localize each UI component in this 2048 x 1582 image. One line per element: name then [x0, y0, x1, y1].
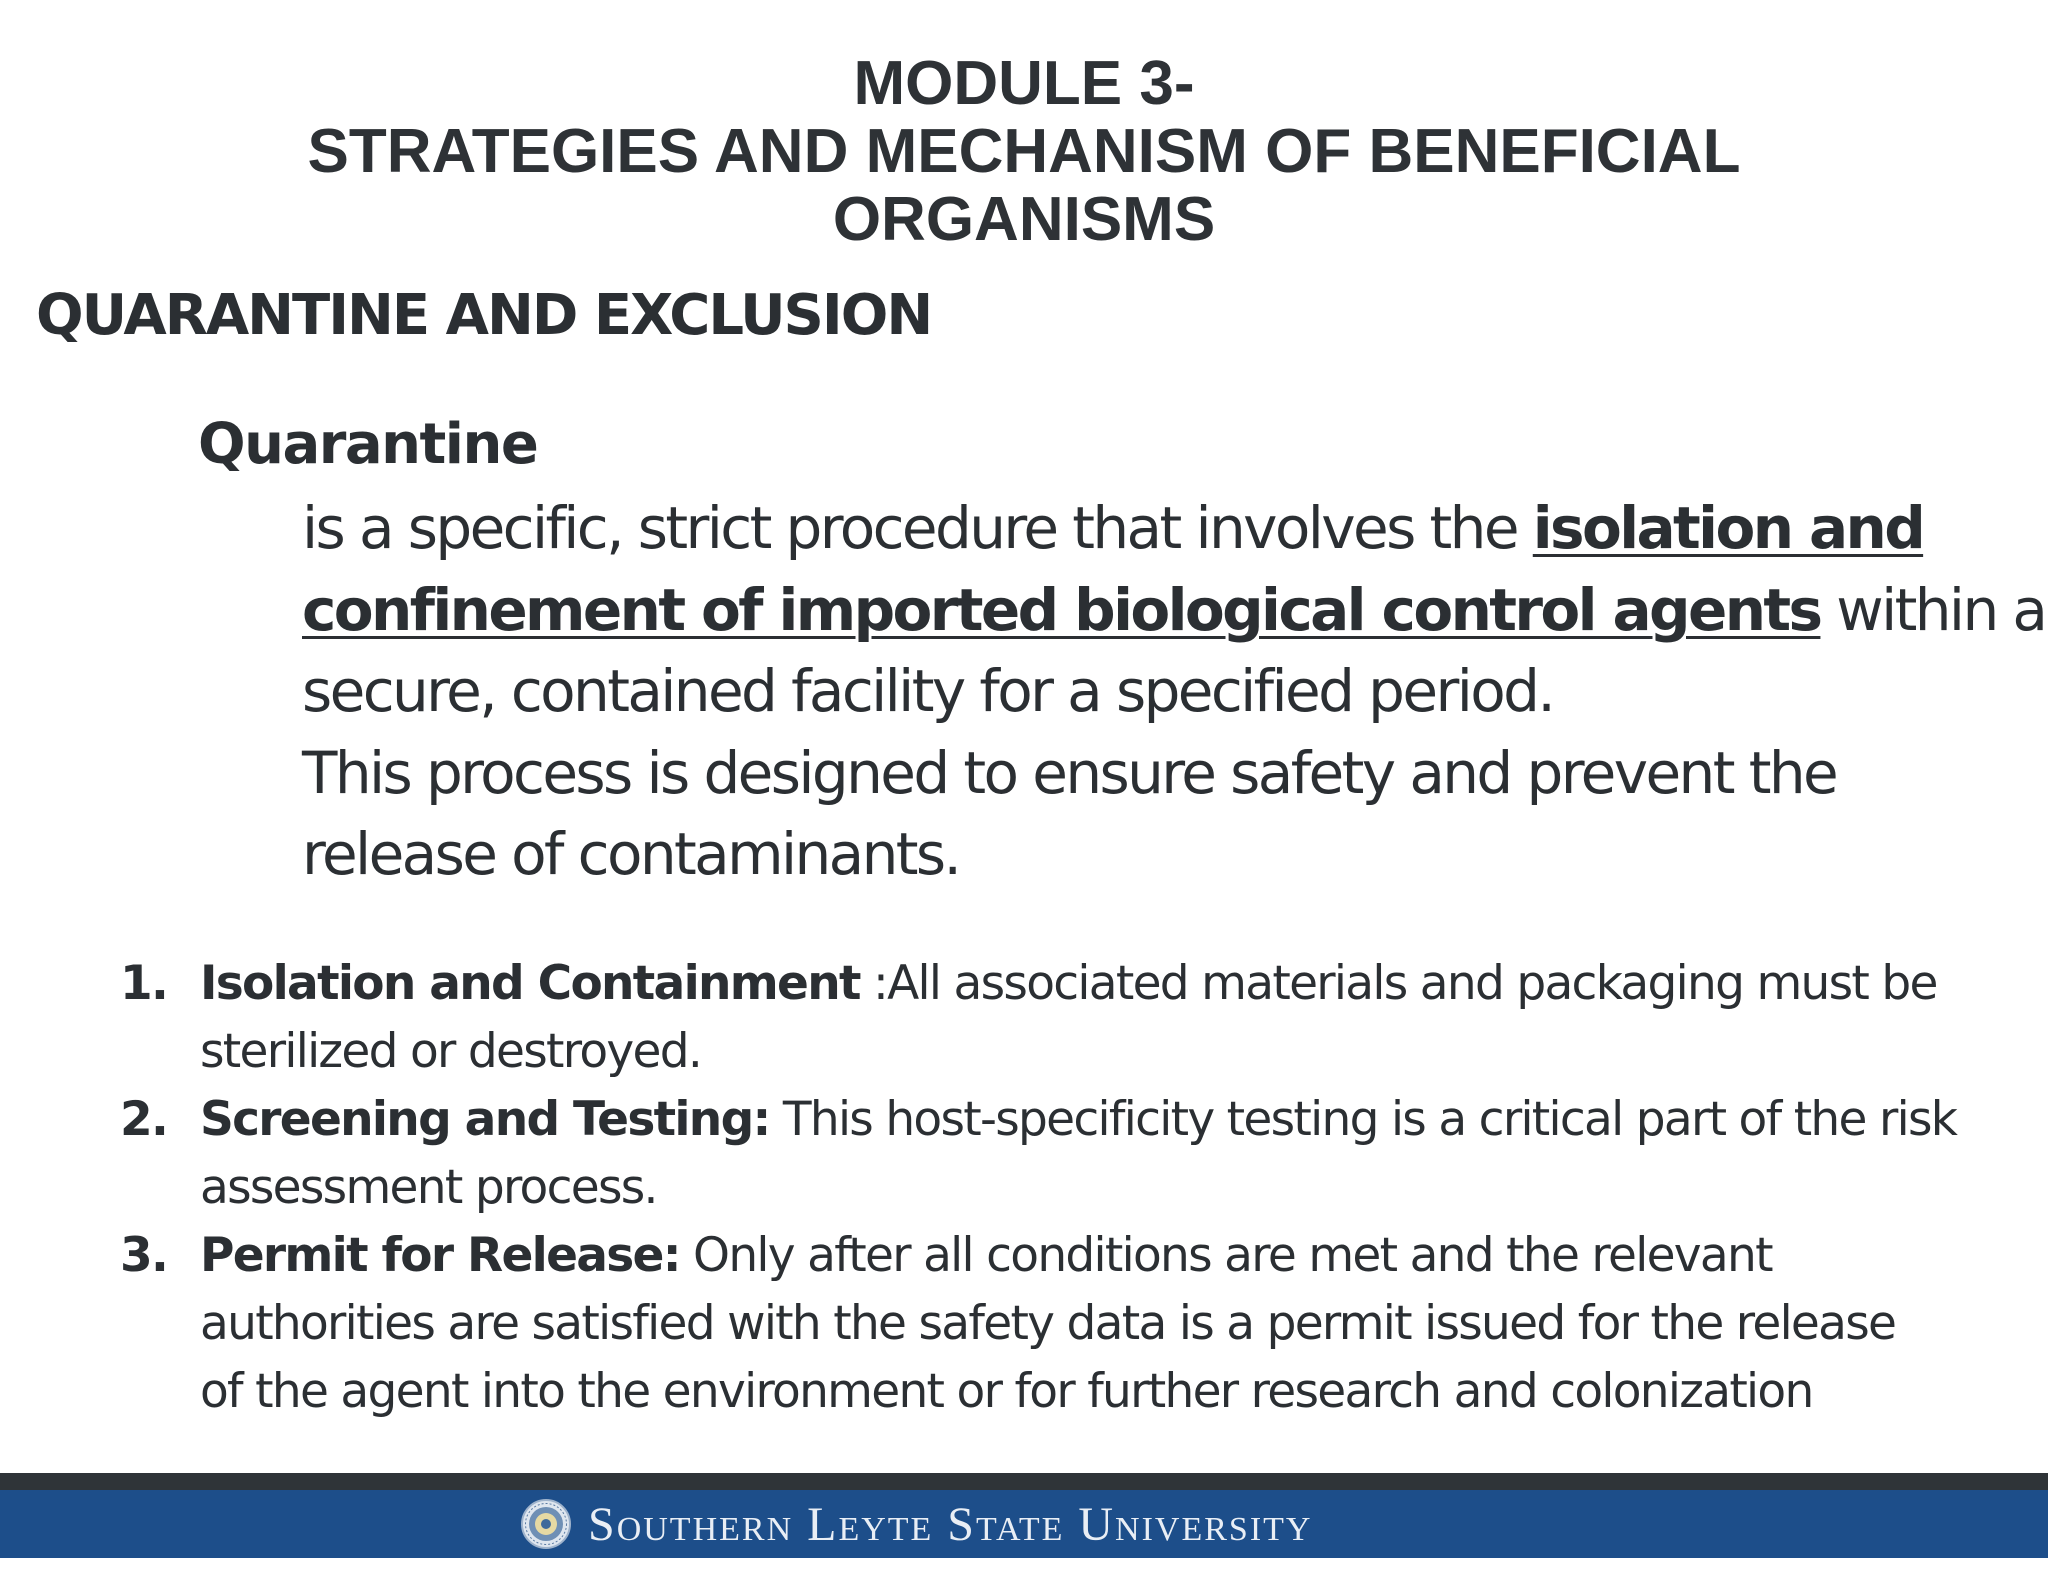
step-title: Screening and Testing: — [200, 1092, 770, 1147]
step-line: authorities are satisfied with the safety data is a permit issued for the release — [200, 1296, 1896, 1351]
list-item — [120, 1222, 2000, 1426]
module-title — [0, 50, 2048, 254]
definition-line-4: This process is designed to ensure safety and prevent the — [302, 738, 1837, 807]
list-item — [120, 950, 2000, 1086]
step-title: Permit for Release: — [200, 1228, 680, 1283]
step-line: of the agent into the environment or for further research and colonization — [200, 1364, 1813, 1419]
list-item-number: 3. — [120, 1228, 168, 1283]
definition-line-3: secure, contained facility for a specified period. — [302, 657, 1554, 725]
step-text: This host-specificity testing is a critical part of the risk — [769, 1092, 1957, 1147]
step-title: Isolation and Containment — [200, 956, 860, 1011]
definition-line-2 — [302, 570, 2046, 652]
step-text: Only after all conditions are met and the relevant — [679, 1228, 1772, 1283]
step-line: assessment process. — [200, 1160, 657, 1215]
university-seal-icon — [520, 1498, 572, 1550]
module-title-line-1: MODULE 3- — [853, 49, 1195, 118]
footer-top-strip — [0, 1473, 2048, 1490]
list-item-number: 2. — [120, 1092, 168, 1147]
steps-list — [120, 950, 2000, 1426]
term-definition — [302, 488, 2046, 896]
module-title-line-2: STRATEGIES AND MECHANISM OF BENEFICIAL — [307, 117, 1741, 186]
section-heading: QUARANTINE AND EXCLUSION — [36, 283, 932, 348]
list-item — [120, 1086, 2000, 1222]
step-line — [200, 1222, 2000, 1290]
term-title: Quarantine — [198, 412, 538, 477]
list-item-number: 1. — [120, 956, 168, 1011]
step-text: :All associated materials and packaging must be — [859, 956, 1937, 1011]
definition-text: within a — [1820, 575, 2046, 644]
step-line — [200, 1086, 2000, 1154]
footer-bar — [0, 1490, 2048, 1558]
module-title-line-3: ORGANISMS — [832, 185, 1216, 254]
definition-emphasis: confinement of imported biological control agents — [302, 575, 1821, 644]
definition-text: is a specific, strict procedure that involves the — [302, 494, 1533, 562]
definition-emphasis: isolation and — [1532, 494, 1924, 562]
footer-content — [520, 1490, 1312, 1558]
step-line: sterilized or destroyed. — [200, 1024, 702, 1079]
definition-line-1 — [302, 488, 1992, 570]
step-line — [200, 950, 2000, 1018]
definition-line-5: release of contaminants. — [302, 820, 960, 888]
university-name: Southern Leyte State University — [588, 1497, 1313, 1551]
